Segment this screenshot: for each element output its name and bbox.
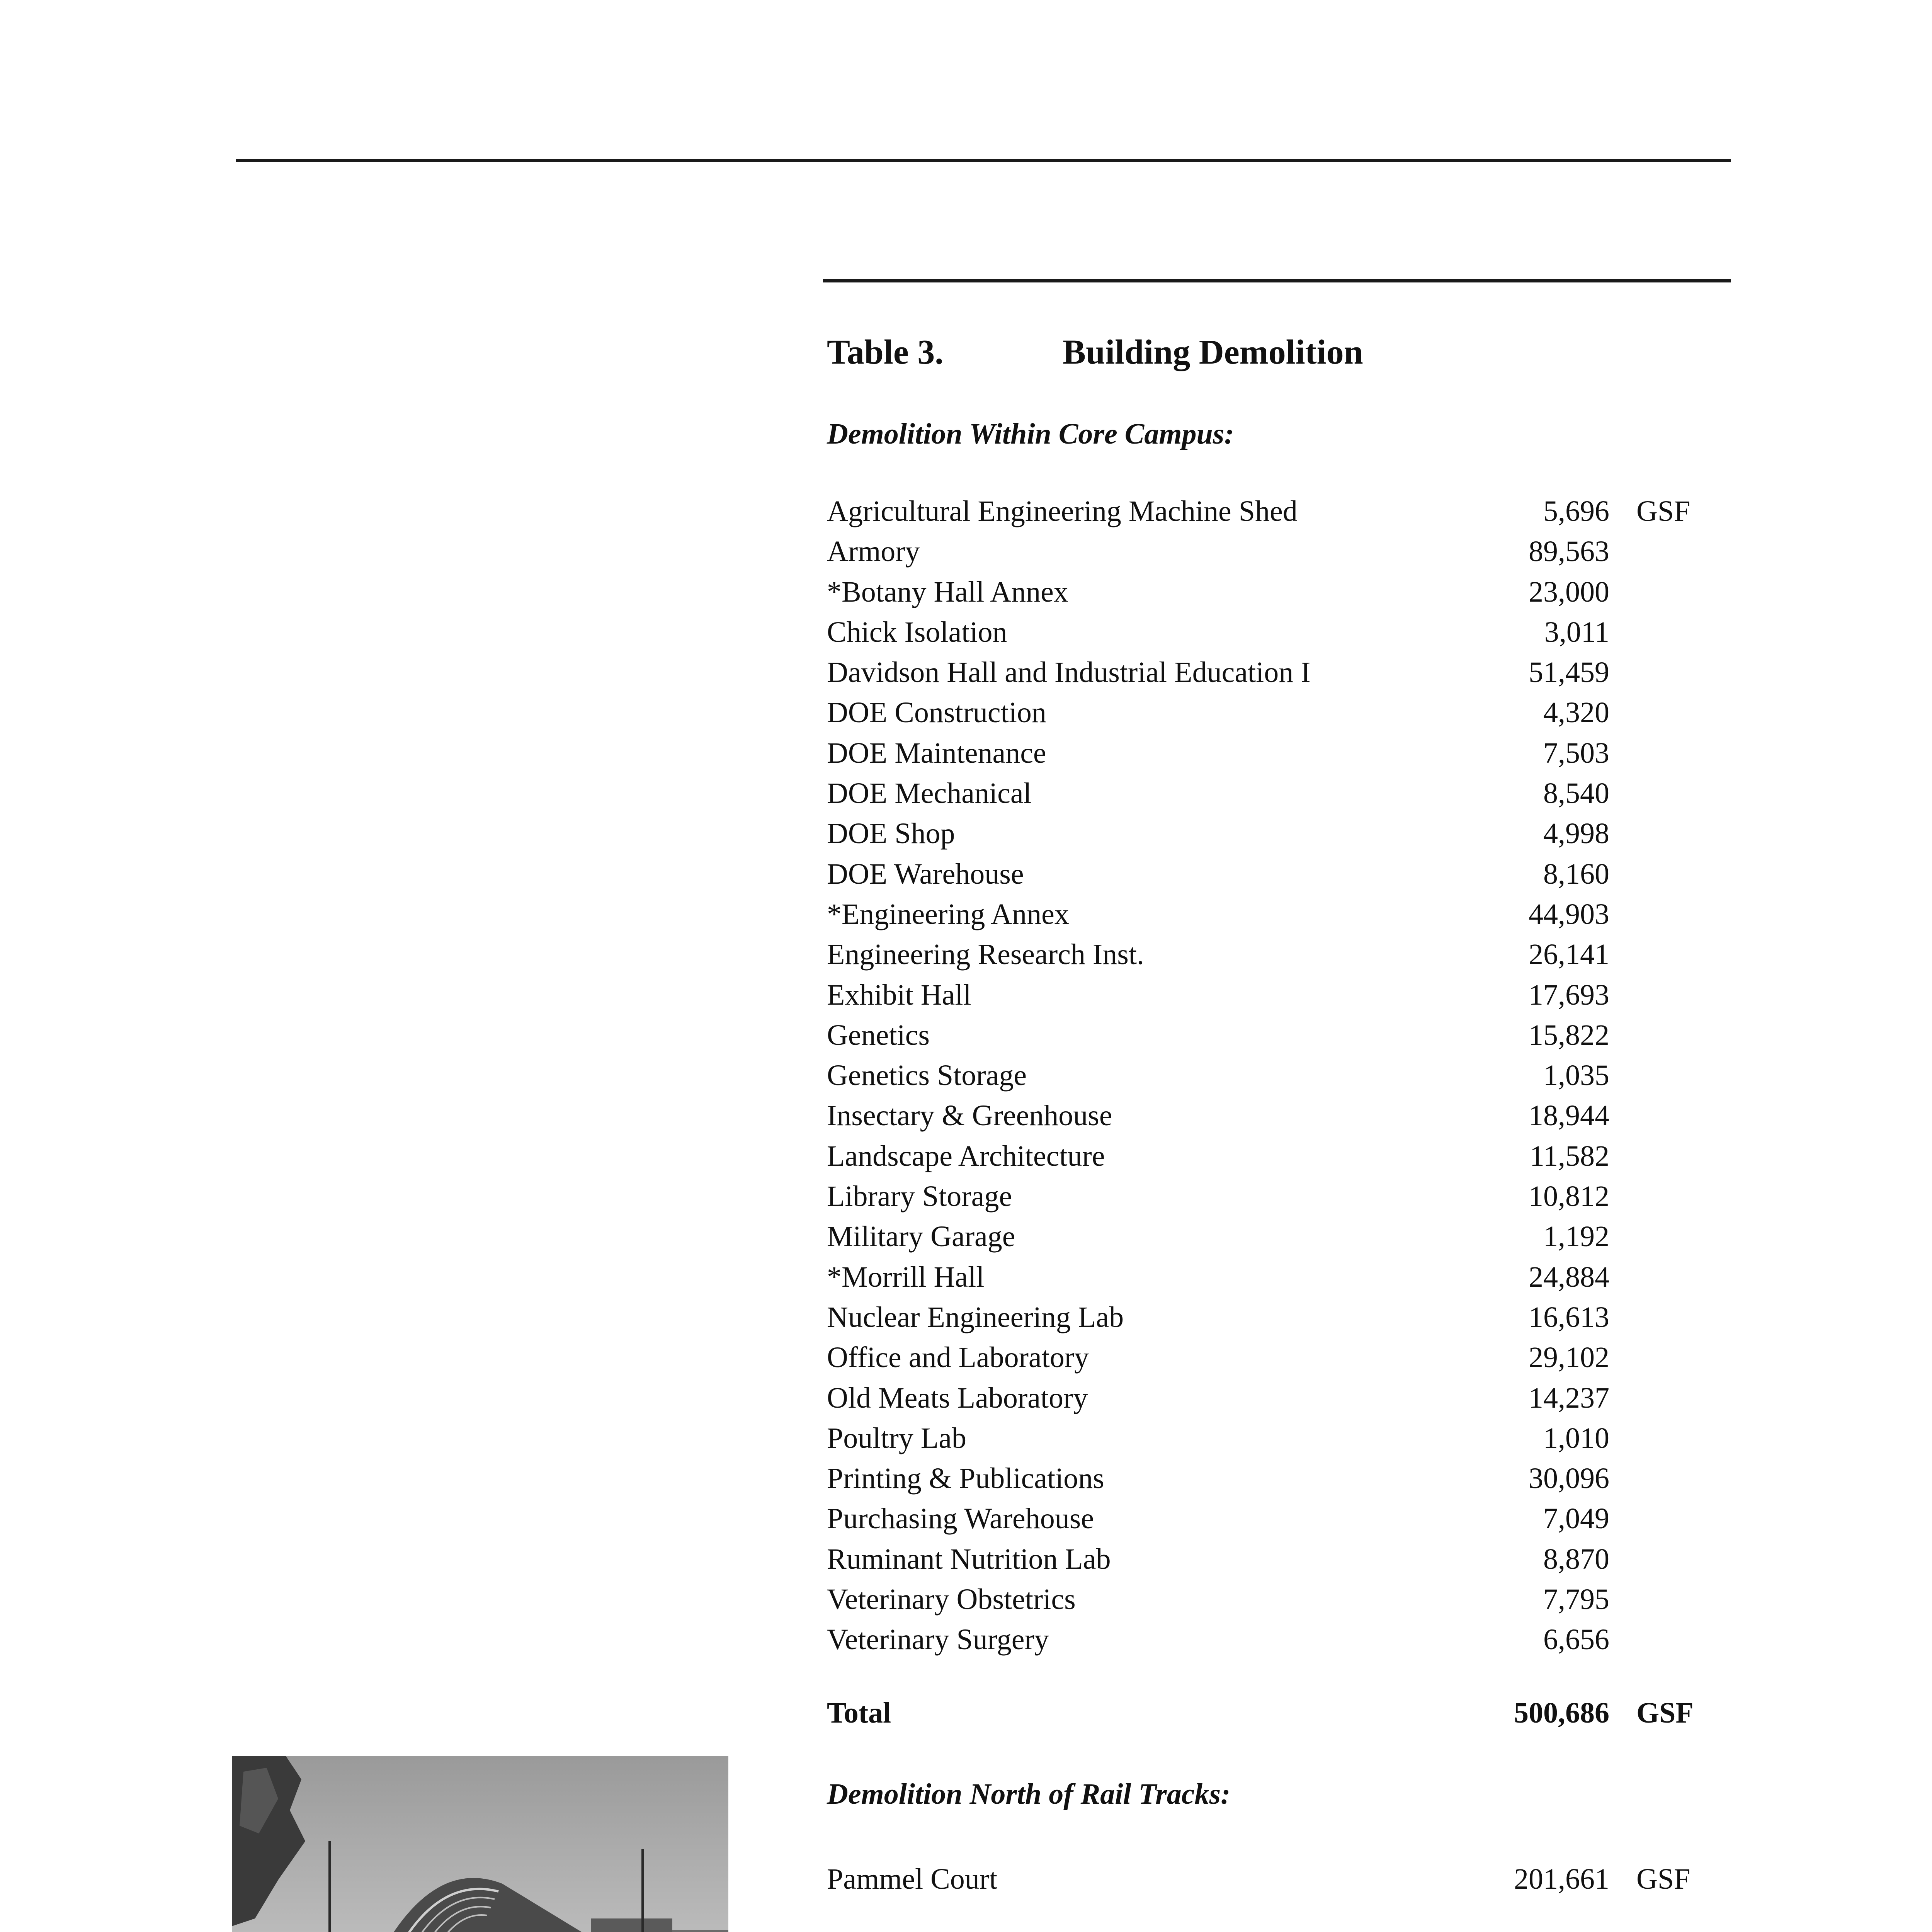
table-row xyxy=(0,978,1932,1019)
building-name: *Botany Hall Annex xyxy=(827,575,1068,608)
table-row xyxy=(0,1543,1932,1583)
building-name: Printing & Publications xyxy=(827,1462,1104,1495)
building-value: 26,141 xyxy=(1529,938,1609,971)
building-name: Engineering Research Inst. xyxy=(827,938,1144,971)
core-campus-list xyxy=(0,495,1932,1663)
table-row xyxy=(0,857,1932,898)
table-row xyxy=(0,575,1932,616)
building-value: 44,903 xyxy=(1529,898,1609,930)
table-row xyxy=(0,1381,1932,1422)
table-row xyxy=(0,1341,1932,1381)
building-name: DOE Warehouse xyxy=(827,857,1024,890)
building-name: DOE Shop xyxy=(827,817,955,850)
building-value: 14,237 xyxy=(1529,1381,1609,1414)
building-value: 89,563 xyxy=(1529,535,1609,568)
building-name: Chick Isolation xyxy=(827,616,1007,648)
building-name: Insectary & Greenhouse xyxy=(827,1099,1112,1132)
table-row xyxy=(0,736,1932,777)
building-value: 10,812 xyxy=(1529,1180,1609,1213)
table-row xyxy=(0,1059,1932,1099)
north-rail-heading: Demolition North of Rail Tracks: xyxy=(827,1778,1231,1810)
building-name: Purchasing Warehouse xyxy=(827,1502,1094,1535)
building-name: Davidson Hall and Industrial Education I xyxy=(827,656,1311,689)
building-value: 8,160 xyxy=(1543,857,1609,890)
building-value: 51,459 xyxy=(1529,656,1609,689)
table-top-rule xyxy=(823,279,1731,282)
building-value: 3,011 xyxy=(1544,616,1609,648)
north-rail-building-unit: GSF xyxy=(1636,1863,1690,1895)
building-name: Genetics Storage xyxy=(827,1059,1027,1092)
building-value: 11,582 xyxy=(1529,1139,1609,1172)
building-name: Veterinary Surgery xyxy=(827,1623,1049,1656)
total-value: 500,686 xyxy=(1514,1697,1609,1729)
table-number: Table 3. xyxy=(827,333,944,371)
table-row xyxy=(0,1583,1932,1623)
building-name: Military Garage xyxy=(827,1220,1015,1253)
table-row xyxy=(0,1301,1932,1341)
building-unit: GSF xyxy=(1636,495,1690,527)
table-row xyxy=(0,1019,1932,1059)
building-name: Exhibit Hall xyxy=(827,978,971,1011)
building-value: 6,656 xyxy=(1543,1623,1609,1656)
building-value: 30,096 xyxy=(1529,1462,1609,1495)
table-row xyxy=(0,495,1932,535)
building-value: 1,010 xyxy=(1543,1422,1609,1454)
core-campus-total-row xyxy=(0,1696,1932,1735)
table-row xyxy=(0,1422,1932,1462)
building-value: 17,693 xyxy=(1529,978,1609,1011)
building-name: Veterinary Obstetrics xyxy=(827,1583,1076,1616)
building-value: 4,320 xyxy=(1543,696,1609,729)
table-row xyxy=(0,1099,1932,1139)
building-value: 7,795 xyxy=(1543,1583,1609,1616)
table-title: Building Demolition xyxy=(1063,333,1363,371)
armory-photo xyxy=(232,1756,728,1932)
table-row xyxy=(0,1623,1932,1663)
table-row xyxy=(0,938,1932,978)
building-name: Agricultural Engineering Machine Shed xyxy=(827,495,1298,527)
building-value: 7,503 xyxy=(1543,736,1609,769)
building-name: DOE Construction xyxy=(827,696,1046,729)
table-row xyxy=(0,616,1932,656)
building-value: 5,696 xyxy=(1543,495,1609,527)
table-row xyxy=(0,898,1932,938)
building-value: 4,998 xyxy=(1543,817,1609,850)
total-label: Total xyxy=(827,1697,891,1729)
table-row xyxy=(0,1260,1932,1301)
building-name: Ruminant Nutrition Lab xyxy=(827,1543,1111,1575)
table-row xyxy=(0,535,1932,575)
building-name: *Morrill Hall xyxy=(827,1260,985,1293)
table-row xyxy=(0,1180,1932,1220)
building-name: DOE Maintenance xyxy=(827,736,1046,769)
north-rail-building-value: 201,661 xyxy=(1514,1863,1609,1895)
table-row xyxy=(0,777,1932,817)
building-value: 18,944 xyxy=(1529,1099,1609,1132)
building-name: Genetics xyxy=(827,1019,930,1051)
table-row xyxy=(0,1502,1932,1542)
building-name: Poultry Lab xyxy=(827,1422,966,1454)
building-name: Armory xyxy=(827,535,920,568)
table-row xyxy=(0,1139,1932,1180)
building-value: 15,822 xyxy=(1529,1019,1609,1051)
table-row xyxy=(0,1220,1932,1260)
building-value: 24,884 xyxy=(1529,1260,1609,1293)
north-rail-building-name: Pammel Court xyxy=(827,1863,998,1895)
building-value: 7,049 xyxy=(1543,1502,1609,1535)
building-value: 8,870 xyxy=(1543,1543,1609,1575)
building-value: 8,540 xyxy=(1543,777,1609,810)
header-rule xyxy=(236,159,1731,162)
building-value: 1,035 xyxy=(1543,1059,1609,1092)
building-value: 29,102 xyxy=(1529,1341,1609,1374)
total-unit: GSF xyxy=(1636,1697,1694,1729)
building-value: 23,000 xyxy=(1529,575,1609,608)
building-name: Old Meats Laboratory xyxy=(827,1381,1088,1414)
core-campus-heading: Demolition Within Core Campus: xyxy=(827,418,1234,450)
building-value: 1,192 xyxy=(1543,1220,1609,1253)
table-row xyxy=(0,817,1932,857)
building-value: 16,613 xyxy=(1529,1301,1609,1333)
table-row xyxy=(0,656,1932,696)
building-name: Landscape Architecture xyxy=(827,1139,1105,1172)
table-row xyxy=(0,1462,1932,1502)
building-name: *Engineering Annex xyxy=(827,898,1069,930)
building-name: Library Storage xyxy=(827,1180,1012,1213)
building-name: DOE Mechanical xyxy=(827,777,1032,810)
building-name: Nuclear Engineering Lab xyxy=(827,1301,1124,1333)
building-name: Office and Laboratory xyxy=(827,1341,1089,1374)
table-row xyxy=(0,696,1932,736)
